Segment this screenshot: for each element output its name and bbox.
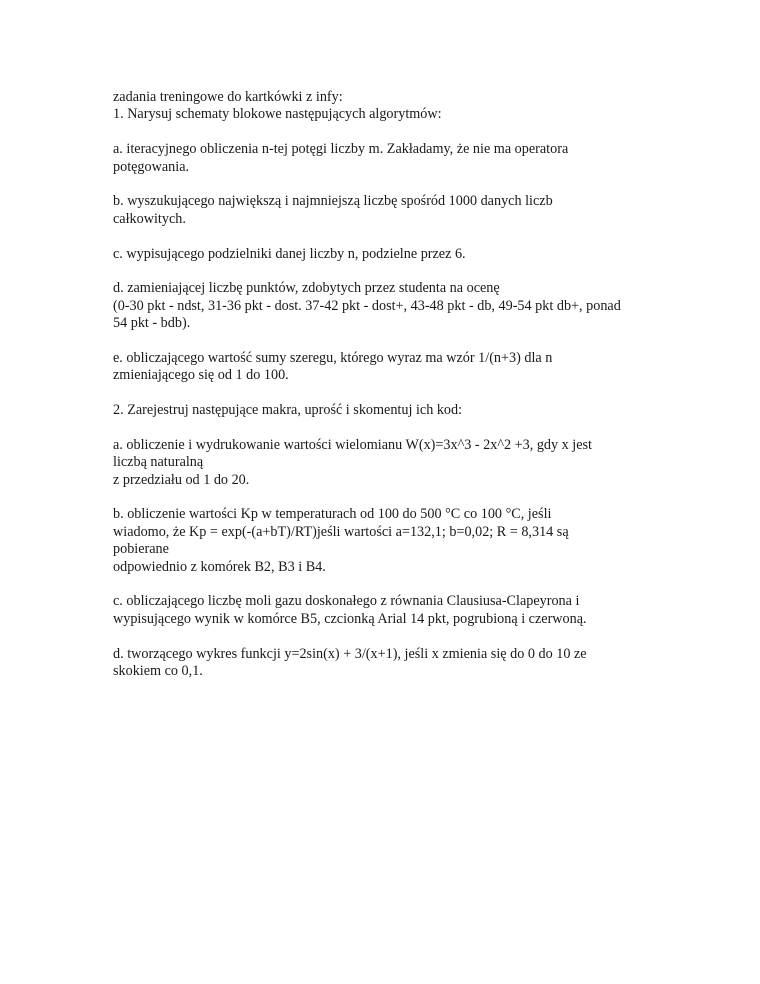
paragraph-gap [113, 385, 643, 402]
document-title: zadania treningowe do kartkówki z infy: [113, 89, 343, 105]
paragraph-gap [113, 419, 643, 436]
paragraph-gap [113, 332, 643, 349]
text-line: d. tworzącego wykres funkcji y=2sin(x) + 3/(x+1), jeśli x zmienia się do 0 do 10 ze [113, 645, 587, 662]
task1-item-d [113, 280, 643, 332]
task2-item-a [113, 437, 643, 489]
text-line: wypisującego wynik w komórce B5, czcionką Arial 14 pkt, pogrubioną i czerwoną. [113, 610, 587, 627]
text-line: b. obliczenie wartości Kp w temperaturach od 100 do 500 °C co 100 °C, jeśli [113, 506, 552, 523]
text-line: e. obliczającego wartość sumy szeregu, którego wyraz ma wzór 1/(n+3) dla n [113, 349, 553, 366]
paragraph-gap [113, 628, 643, 645]
task1-item-e [113, 350, 643, 385]
text-line: liczbą naturalną [113, 454, 204, 471]
text-line: całkowitych. [113, 210, 186, 227]
task2-item-c [113, 593, 643, 628]
text-line: c. wypisującego podzielniki danej liczby n, podzielne przez 6. [113, 245, 466, 262]
text-line: c. obliczającego liczbę moli gazu doskonałego z równania Clausiusa-Clapeyrona i [113, 593, 580, 610]
text-line: potęgowania. [113, 158, 190, 175]
paragraph-gap [113, 576, 643, 593]
task1-item-c [113, 246, 643, 263]
paragraph-gap [113, 176, 643, 193]
paragraph-gap [113, 124, 643, 141]
text-line: a. obliczenie i wydrukowanie wartości wielomianu W(x)=3x^3 - 2x^2 +3, gdy x jest [113, 436, 593, 453]
text-line: a. iteracyjnego obliczenia n-tej potęgi liczby m. Zakładamy, że nie ma operatora [113, 141, 569, 158]
task1-item-b [113, 193, 643, 228]
document-body [113, 89, 643, 680]
text-line: odpowiednio z komórek B2, B3 i B4. [113, 558, 326, 575]
text-line: wiadomo, że Kp = exp(-(a+bT)/RT)jeśli wartości a=132,1; b=0,02; R = 8,314 są [113, 523, 569, 540]
task2-heading: 2. Zarejestruj następujące makra, uprość i skomentuj ich kod: [113, 402, 463, 419]
task1-item-a [113, 141, 643, 176]
task1-heading: 1. Narysuj schematy blokowe następujących algorytmów: [113, 106, 442, 123]
text-line: skokiem co 0,1. [113, 662, 203, 679]
paragraph-gap [113, 263, 643, 280]
text-line: b. wyszukującego największą i najmniejszą liczbę spośród 1000 danych liczb [113, 193, 553, 210]
text-line: 54 pkt - bdb). [113, 315, 191, 332]
paragraph-gap [113, 228, 643, 245]
text-line: (0-30 pkt - ndst, 31-36 pkt - dost. 37-42 pkt - dost+, 43-48 pkt - db, 49-54 pkt db+, ponad [113, 297, 621, 314]
text-line: zmieniającego się od 1 do 100. [113, 367, 289, 384]
task2-item-d [113, 646, 643, 681]
paragraph-gap [113, 489, 643, 506]
task2-item-b [113, 506, 643, 576]
text-line: pobierane [113, 541, 169, 558]
text-line: z przedziału od 1 do 20. [113, 471, 250, 488]
text-line: d. zamieniającej liczbę punktów, zdobytych przez studenta na ocenę [113, 280, 500, 297]
